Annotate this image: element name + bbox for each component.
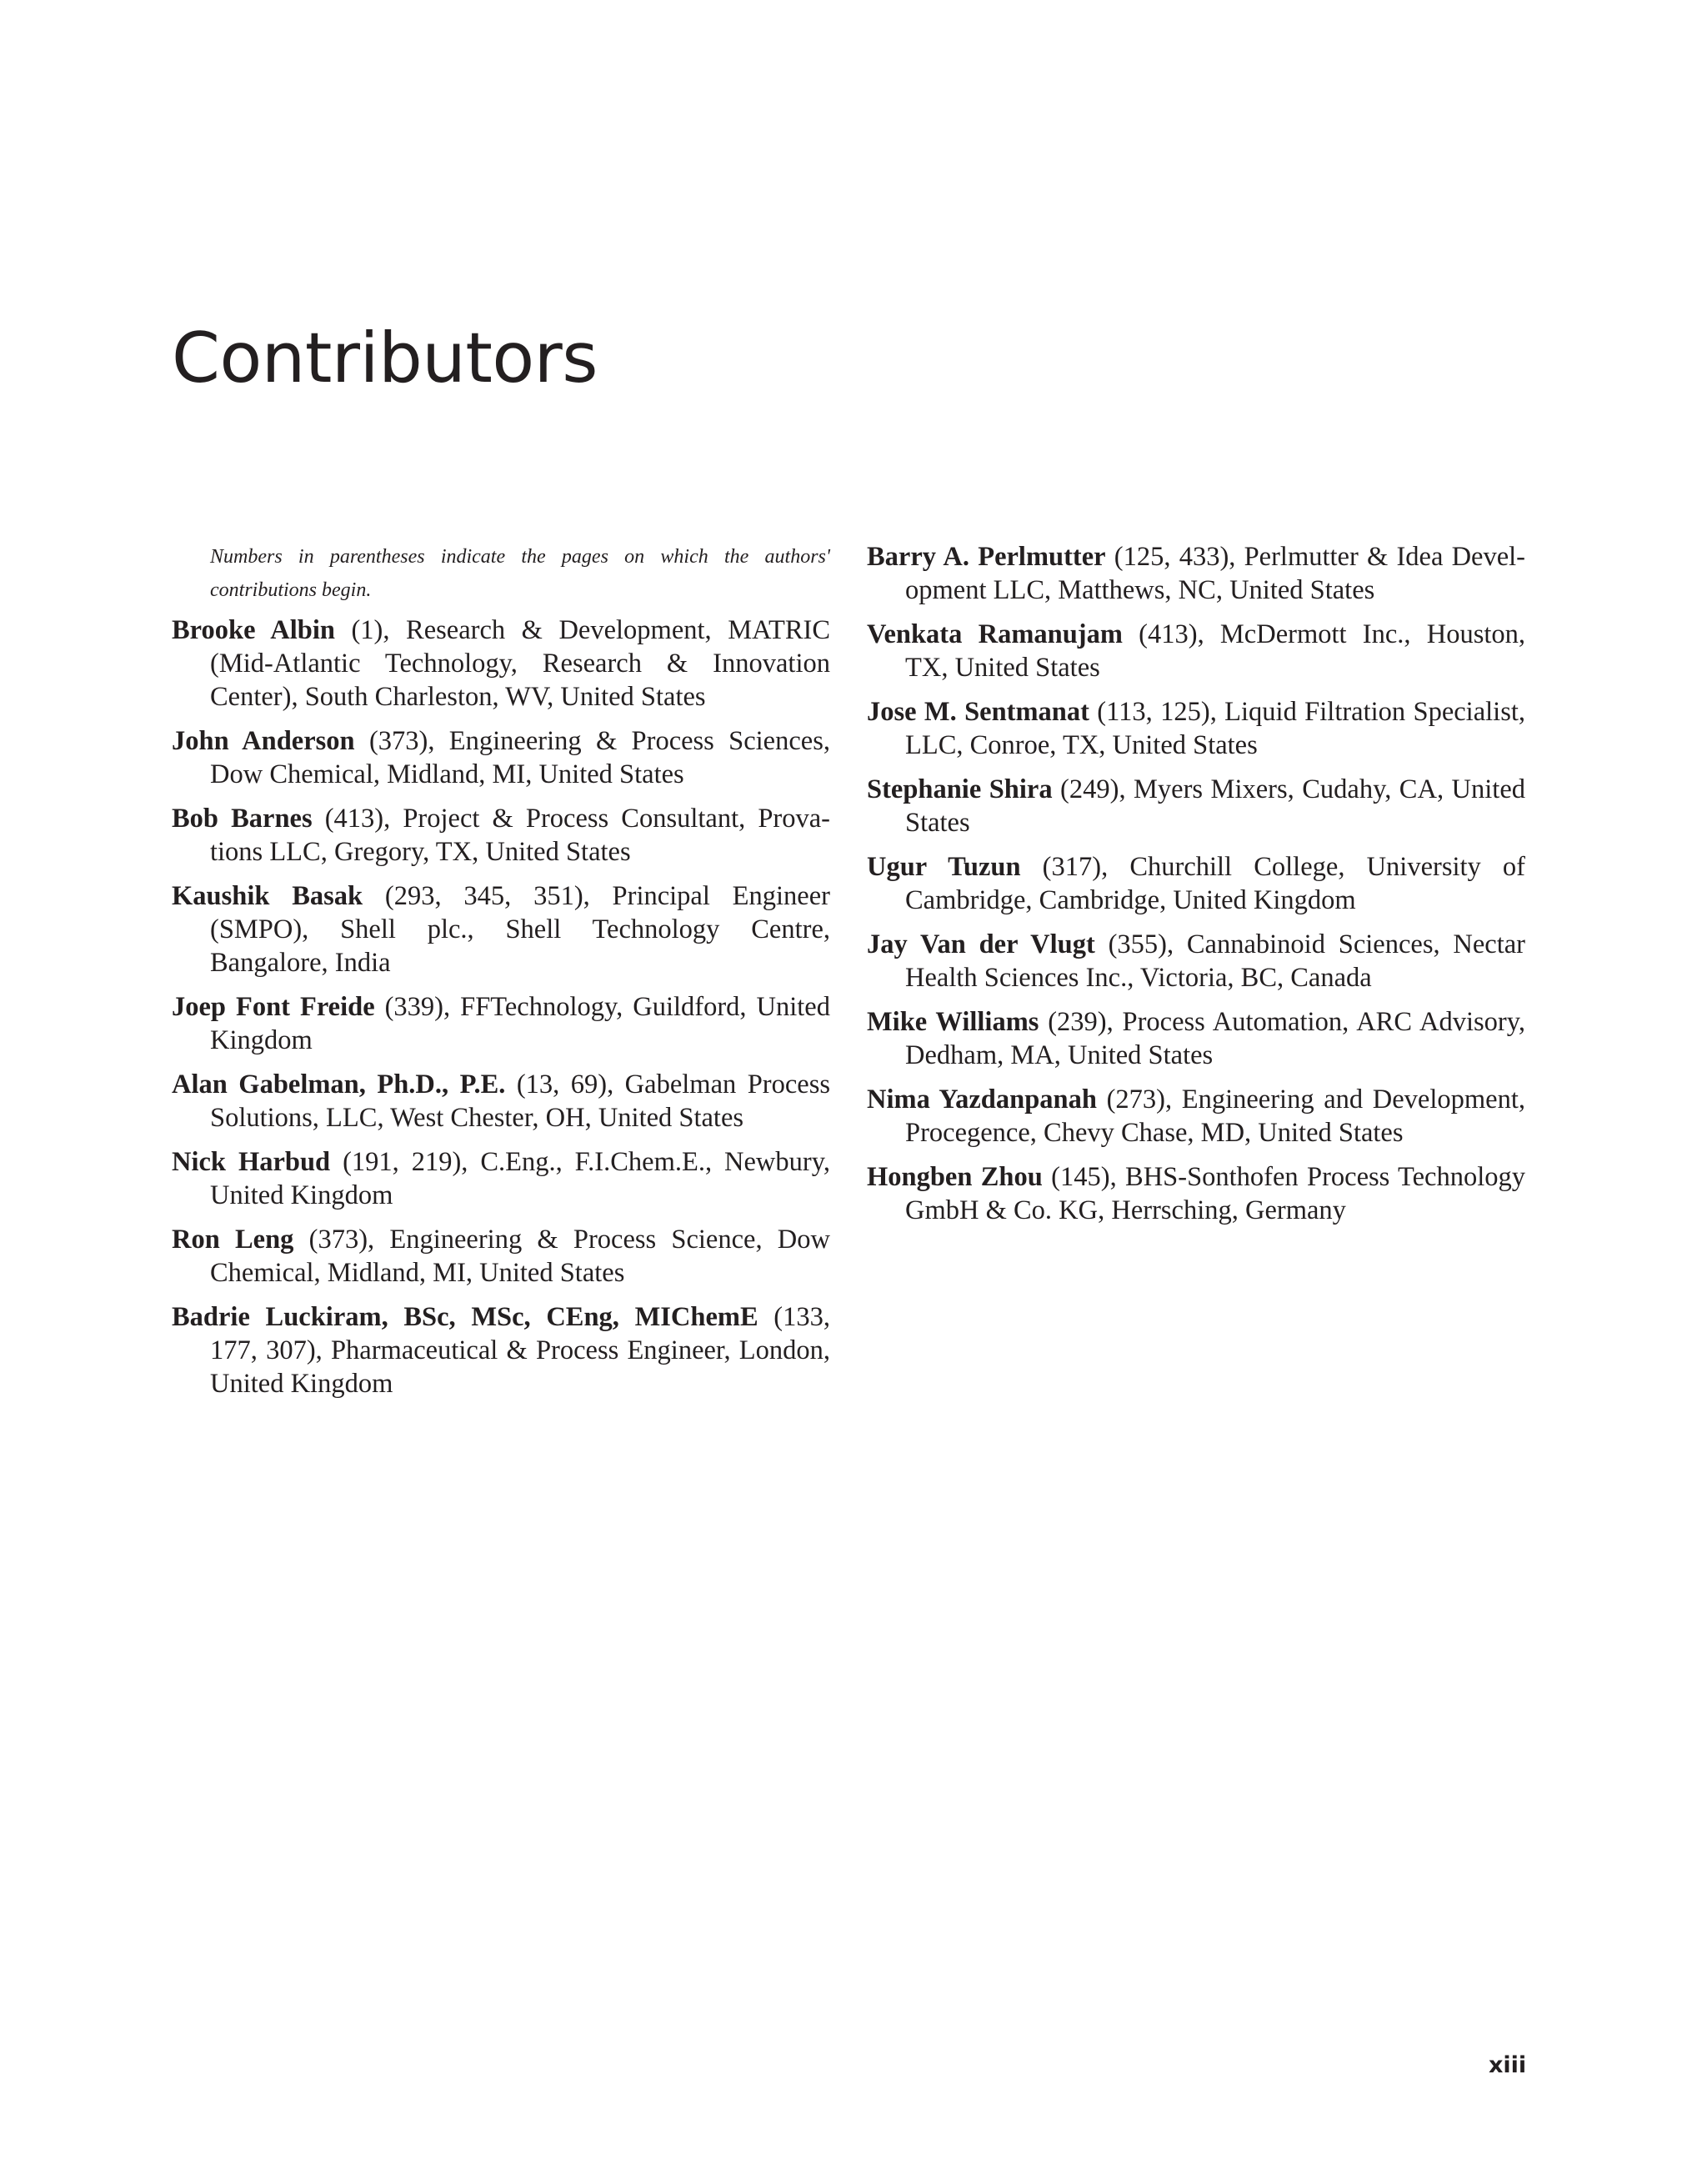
contributor-detail: (133, 177, 307), Pharmaceutical & Process Engineer, London, United Kingdom — [210, 1302, 831, 1399]
contributor-entry — [172, 1300, 830, 1400]
contributor-detail: (13, 69), Gabelman Process Solutions, LLC, West Chester, OH, United States — [210, 1069, 831, 1133]
contributor-detail: (239), Process Automation, ARC Advisory, Dedham, MA, United States — [905, 1007, 1525, 1070]
contributor-entry — [867, 695, 1525, 762]
contributor-name: Nima Yazdanpanah — [867, 1084, 1097, 1115]
contributor-detail: (145), BHS-Sonthofen Process Technology GmbH & Co. KG, Herrsching, Germany — [905, 1162, 1525, 1225]
contributor-name: Venkata Ramanujam — [867, 619, 1123, 649]
contributor-detail: (273), Engineering and Development, Procegence, Chevy Chase, MD, United States — [905, 1084, 1525, 1148]
contributor-detail: (413), Project & Process Consultant, Provations LLC, Gregory, TX, United States — [210, 804, 830, 867]
contributor-name: Nick Harbud — [172, 1147, 331, 1177]
contributor-name: John Anderson — [172, 726, 355, 756]
contributor-detail: (125, 433), Perlmutter & Idea Development LLC, Matthews, NC, United States — [905, 542, 1525, 605]
contributor-detail: (339), FFTechnology, Guildford, United Kingdom — [210, 992, 830, 1055]
contributor-entry — [172, 1223, 830, 1290]
contributor-entry — [867, 1083, 1525, 1150]
contributor-name: Ron Leng — [172, 1225, 294, 1255]
page-number: xiii — [1489, 2052, 1527, 2078]
page-title: Contributors — [172, 318, 598, 398]
contributor-detail: (373), Engineering & Process Sciences, Dow Chemical, Midland, MI, United States — [210, 726, 830, 789]
contributor-name: Jay Van der Vlugt — [867, 929, 1095, 959]
contributor-entry — [172, 724, 830, 791]
contributor-entry — [867, 1160, 1525, 1227]
contributor-name: Hongben Zhou — [867, 1162, 1043, 1192]
contributor-entry — [867, 618, 1525, 684]
contributor-entry — [172, 614, 830, 714]
contributor-detail: (113, 125), Liquid Filtration Specialist, LLC, Conroe, TX, United States — [905, 697, 1525, 760]
contributor-detail: (293, 345, 351), Principal Engineer (SMPO), Shell plc., Shell Technology Centre, Bangalore, India — [210, 881, 830, 978]
contributor-detail: (1), Research & Development, MATRIC (Mid-Atlantic Technology, Research & Innovation Center), South Charleston, WV, United States — [210, 615, 830, 712]
contributor-name: Joep Font Freide — [172, 992, 375, 1022]
contributor-detail: (317), Churchill College, University of Cambridge, Cambridge, United Kingdom — [905, 852, 1525, 915]
contributor-name: Kaushik Basak — [172, 881, 363, 911]
contributor-name: Ugur Tuzun — [867, 852, 1021, 882]
contributor-entry — [867, 540, 1525, 607]
contributor-entry — [867, 928, 1525, 994]
contributor-detail: (413), McDermott Inc., Houston, TX, United States — [905, 619, 1525, 683]
contributor-entry — [172, 802, 830, 869]
contributor-entry — [172, 1145, 830, 1212]
contributor-name: Brooke Albin — [172, 615, 335, 645]
contributor-name: Alan Gabelman, Ph.D., P.E. — [172, 1069, 506, 1100]
contributor-detail: (249), Myers Mixers, Cudahy, CA, United States — [905, 774, 1525, 838]
contributor-name: Stephanie Shira — [867, 774, 1053, 804]
contributor-entry — [867, 773, 1525, 839]
contributor-entry — [172, 1068, 830, 1135]
contributor-name: Bob Barnes — [172, 804, 313, 834]
contributor-name: Barry A. Perlmutter — [867, 542, 1106, 572]
contributor-name: Badrie Luckiram, BSc, MSc, CEng, MIChemE — [172, 1302, 758, 1332]
contributor-entry — [867, 1005, 1525, 1072]
contributors-left-column — [172, 540, 830, 1411]
intro-note: Numbers in parentheses indicate the pages on which the authors' contributions begin. — [210, 546, 830, 601]
contributor-entry — [172, 879, 830, 979]
contributor-entry — [172, 990, 830, 1057]
contributor-detail: (191, 219), C.Eng., F.I.Chem.E., Newbury, United Kingdom — [210, 1147, 830, 1210]
contributors-right-column — [867, 540, 1525, 1238]
contributor-name: Mike Williams — [867, 1007, 1039, 1037]
contributor-name: Jose M. Sentmanat — [867, 697, 1089, 727]
contributor-entry — [867, 850, 1525, 917]
contributor-detail: (373), Engineering & Process Science, Dow Chemical, Midland, MI, United States — [210, 1225, 830, 1288]
contributor-detail: (355), Cannabinoid Sciences, Nectar Health Sciences Inc., Victoria, BC, Canada — [905, 929, 1525, 993]
